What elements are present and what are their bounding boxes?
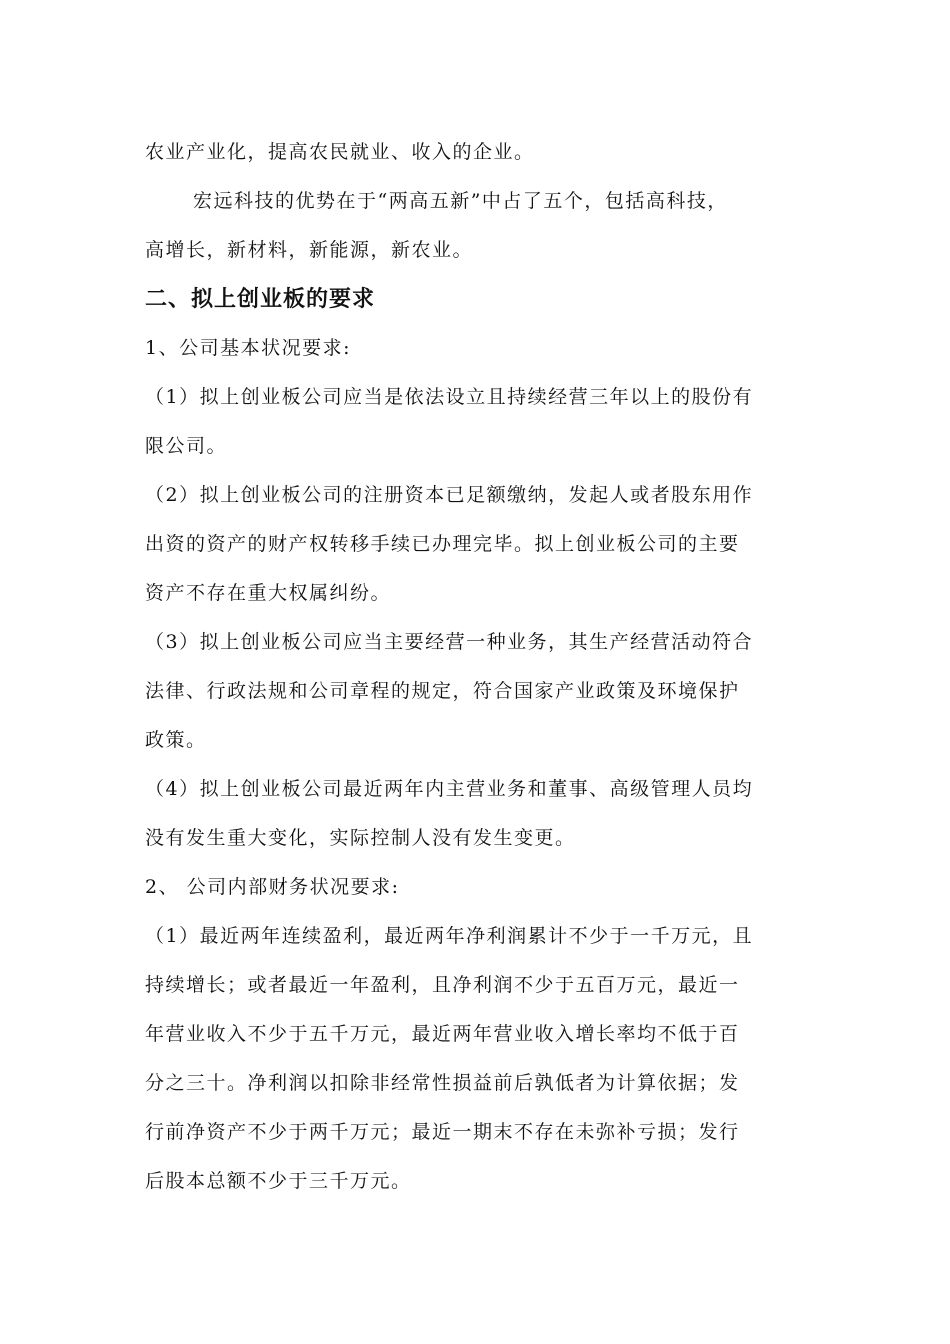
- paragraph-line: 限公司。: [145, 435, 228, 457]
- paragraph-line: 持续增长；或者最近一年盈利，且净利润不少于五百万元，最近一: [145, 974, 740, 996]
- paragraph-line: 宏远科技的优势在于“两高五新”中占了五个，包括高科技，: [193, 190, 728, 212]
- paragraph-line: 出资的资产的财产权转移手续已办理完毕。拟上创业板公司的主要: [145, 533, 740, 555]
- paragraph-line: （2）拟上创业板公司的注册资本已足额缴纳，发起人或者股东用作: [145, 484, 754, 506]
- paragraph-line: 年营业收入不少于五千万元，最近两年营业收入增长率均不低于百: [145, 1023, 740, 1045]
- paragraph-line: 高增长，新材料，新能源，新农业。: [145, 239, 474, 261]
- body-text: [145, 128, 810, 1206]
- section-heading: 二、拟上创业板的要求: [145, 287, 376, 312]
- paragraph-line: （1）最近两年连续盈利，最近两年净利润累计不少于一千万元，且: [145, 925, 754, 947]
- paragraph-line: 后股本总额不少于三千万元。: [145, 1170, 412, 1192]
- subsection-title: 1、公司基本状况要求:: [145, 337, 351, 359]
- paragraph-line: 没有发生重大变化，实际控制人没有发生变更。: [145, 827, 576, 849]
- paragraph-line: （3）拟上创业板公司应当主要经营一种业务，其生产经营活动符合: [145, 631, 754, 653]
- paragraph-line: （1）拟上创业板公司应当是依法设立且持续经营三年以上的股份有: [145, 386, 754, 408]
- paragraph-line: 行前净资产不少于两千万元；最近一期末不存在未弥补亏损；发行: [145, 1121, 740, 1143]
- paragraph-line: 资产不存在重大权属纠纷。: [145, 582, 392, 604]
- paragraph-line: （4）拟上创业板公司最近两年内主营业务和董事、高级管理人员均: [145, 778, 754, 800]
- paragraph-line: 农业产业化，提高农民就业、收入的企业。: [145, 141, 535, 163]
- paragraph-line: 分之三十。净利润以扣除非经常性损益前后孰低者为计算依据；发: [145, 1072, 740, 1094]
- paragraph-line: 政策。: [145, 729, 207, 751]
- paragraph-line: 法律、行政法规和公司章程的规定，符合国家产业政策及环境保护: [145, 680, 740, 702]
- subsection-title: 2、 公司内部财务状况要求:: [145, 876, 400, 898]
